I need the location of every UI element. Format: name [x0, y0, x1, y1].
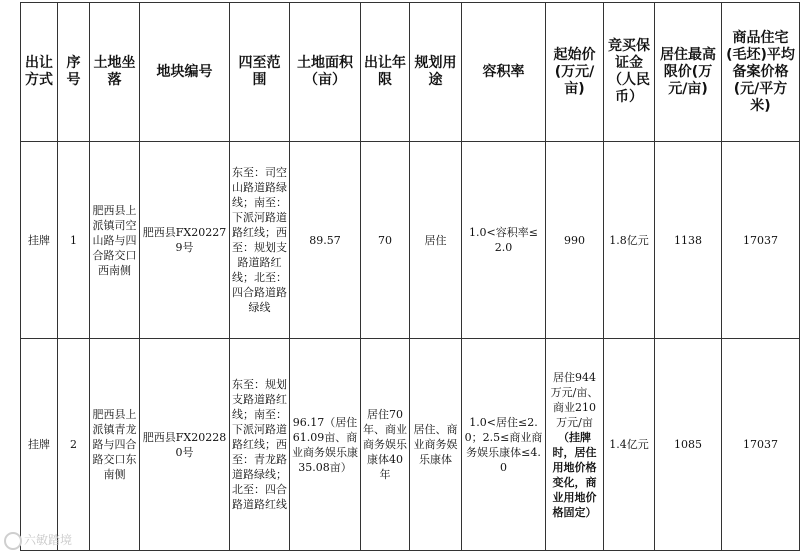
- header-parcel: 地块编号: [140, 3, 230, 142]
- header-avg-price: 商品住宅(毛坯)平均备案价格(元/平方米): [722, 3, 800, 142]
- cell-max-price: 1085: [655, 339, 722, 551]
- cell-max-price: 1138: [655, 142, 722, 339]
- watermark-text: 六敏踏境: [24, 533, 73, 547]
- cell-use: 居住: [410, 142, 462, 339]
- header-use: 规划用途: [410, 3, 462, 142]
- header-location: 土地坐落: [90, 3, 140, 142]
- cell-location: 肥西县上派镇青龙路与四合路交口东南侧: [90, 339, 140, 551]
- cell-location: 肥西县上派镇司空山路与四合路交口西南侧: [90, 142, 140, 339]
- cell-use: 居住、商业商务娱乐康体: [410, 339, 462, 551]
- cell-term: 居住70年、商业商务娱乐康体40年: [361, 339, 410, 551]
- cell-term: 70: [361, 142, 410, 339]
- cell-parcel: 肥西县FX202280号: [140, 339, 230, 551]
- header-term: 出让年限: [361, 3, 410, 142]
- cell-start-price: [546, 142, 604, 339]
- header-far: 容积率: [462, 3, 546, 142]
- watermark-logo-icon: [4, 532, 22, 550]
- header-deposit: 竞买保证金（人民币）: [604, 3, 655, 142]
- cell-deposit: 1.8亿元: [604, 142, 655, 339]
- header-row: [21, 3, 800, 142]
- header-method: 出让方式: [21, 3, 58, 142]
- start-price-text: 990: [564, 233, 585, 247]
- cell-parcel: 肥西县FX202279号: [140, 142, 230, 339]
- cell-avg-price: 17037: [722, 339, 800, 551]
- cell-area: 89.57: [290, 142, 361, 339]
- watermark: [4, 531, 72, 550]
- land-auction-table: [20, 2, 800, 551]
- header-start-price: 起始价(万元/亩): [546, 3, 604, 142]
- header-area: 土地面积（亩）: [290, 3, 361, 142]
- cell-deposit: 1.4亿元: [604, 339, 655, 551]
- header-max-price: 居住最高限价(万元/亩): [655, 3, 722, 142]
- header-no: 序号: [58, 3, 90, 142]
- table-row: [21, 339, 800, 551]
- cell-method: 挂牌: [21, 142, 58, 339]
- start-price-text: 居住944万元/亩、商业210万元/亩: [550, 370, 599, 429]
- table-row: [21, 142, 800, 339]
- cell-no: 2: [58, 339, 90, 551]
- header-bounds: 四至范围: [230, 3, 290, 142]
- cell-far: 1.0<容积率≤2.0: [462, 142, 546, 339]
- cell-avg-price: 17037: [722, 142, 800, 339]
- cell-start-price: [546, 339, 604, 551]
- cell-area: 96.17（居住61.09亩、商业商务娱乐康35.08亩）: [290, 339, 361, 551]
- cell-far: 1.0<居住≤2.0；2.5≤商业商务娱乐康体≤4.0: [462, 339, 546, 551]
- cell-method: 挂牌: [21, 339, 58, 551]
- cell-no: 1: [58, 142, 90, 339]
- cell-bounds: 东至：规划支路道路红线；南至：下派河路道路红线；西至：青龙路道路绿线；北至：四合路道路红线: [230, 339, 290, 551]
- cell-bounds: 东至：司空山路道路绿线；南至：下派河路道路红线；西至：规划支路道路红线；北至：四合路道路绿线: [230, 142, 290, 339]
- start-price-note: （挂牌时，居住用地价格变化，商业用地价格固定）: [552, 430, 597, 519]
